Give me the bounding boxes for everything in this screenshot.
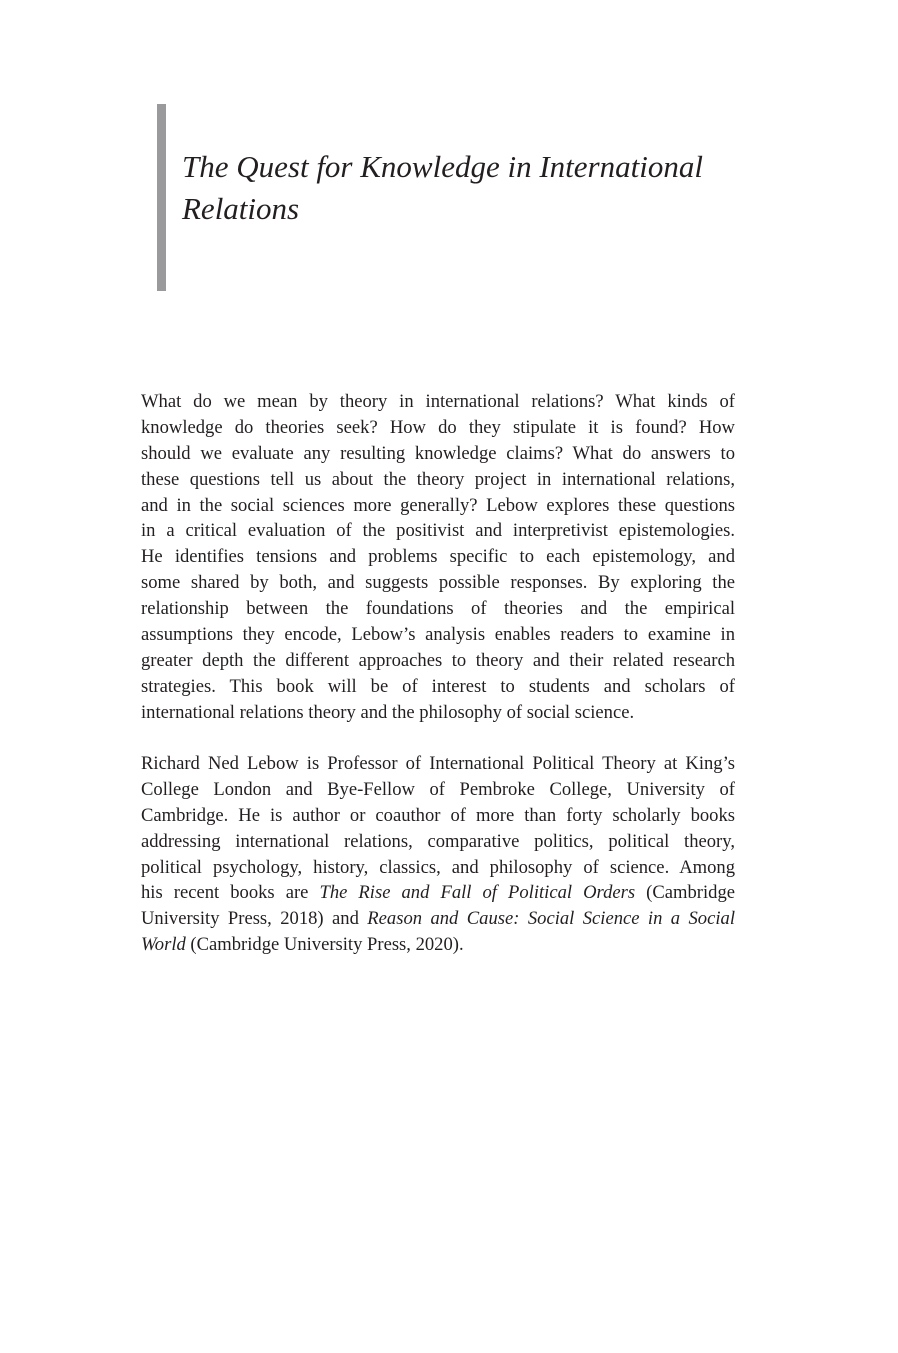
text-segment: and in the social sciences more generally? Lebow explores these questions [141,494,735,516]
text-segment: Richard Ned Lebow is Professor of International Political Theory at King’s [141,753,735,774]
text-line [141,596,735,622]
text-line [141,829,735,855]
text-segment: addressing international relations, comparative politics, political theory, [141,830,735,852]
text-segment: greater depth the different approaches to theory and their related research [141,649,735,671]
text-line [141,570,735,596]
text-segment: Cambridge. He is author or coauthor of more than forty scholarly books [141,804,735,826]
text-segment: What do we mean by theory in international relations? What kinds of [141,391,735,412]
text-line [141,803,735,829]
title-line: Relations [182,191,300,226]
book-description-paragraph [141,389,735,726]
text-line [141,441,735,467]
text-segment: University Press, 2018) and [141,908,368,930]
text-line [141,467,735,493]
text-line [141,700,735,726]
text-segment: He identifies tensions and problems specific to each epistemology, and [141,546,735,568]
text-segment: relationship between the foundations of theories and the empirical [141,598,735,620]
text-line [141,493,735,519]
text-segment: should we evaluate any resulting knowledge claims? What do answers to [141,442,735,464]
text-line [141,622,735,648]
text-segment: assumptions they encode, Lebow’s analysis enables readers to examine in [141,624,735,646]
italic-book-title: World [141,934,186,956]
text-line [141,880,735,906]
text-segment: (Cambridge University Press, 2020). [185,934,464,956]
text-line [141,751,735,777]
text-line [141,674,735,700]
title-line: The Quest for Knowledge in International [182,149,703,184]
author-bio-paragraph [141,751,735,958]
italic-book-title: Reason and Cause: Social Science in a Social [367,908,735,930]
text-line [141,415,735,441]
text-segment: strategies. This book will be of interest to students and scholars of [141,675,735,697]
text-segment: these questions tell us about the theory project in international relations, [141,468,735,490]
text-line [141,544,735,570]
book-title [182,146,782,230]
text-segment: College London and Bye-Fellow of Pembroke College, University of [141,778,735,800]
text-segment: political psychology, history, classics, and philosophy of science. Among [141,856,735,878]
text-line [141,906,735,932]
text-line [141,389,735,415]
italic-book-title: The Rise and Fall of Political Orders [319,882,636,904]
text-line [141,855,735,881]
text-line [141,932,735,958]
text-segment: some shared by both, and suggests possible responses. By exploring the [141,572,735,594]
text-line [141,648,735,674]
text-line [141,777,735,803]
text-segment: knowledge do theories seek? How do they stipulate it is found? How [141,416,735,438]
text-segment: in a critical evaluation of the positivist and interpretivist epistemologies. [141,520,735,542]
text-segment: (Cambridge [635,882,735,904]
text-segment: his recent books are [141,882,320,904]
text-line [141,518,735,544]
text-segment: international relations theory and the philosophy of social science. [141,701,635,723]
title-accent-bar [157,104,166,291]
